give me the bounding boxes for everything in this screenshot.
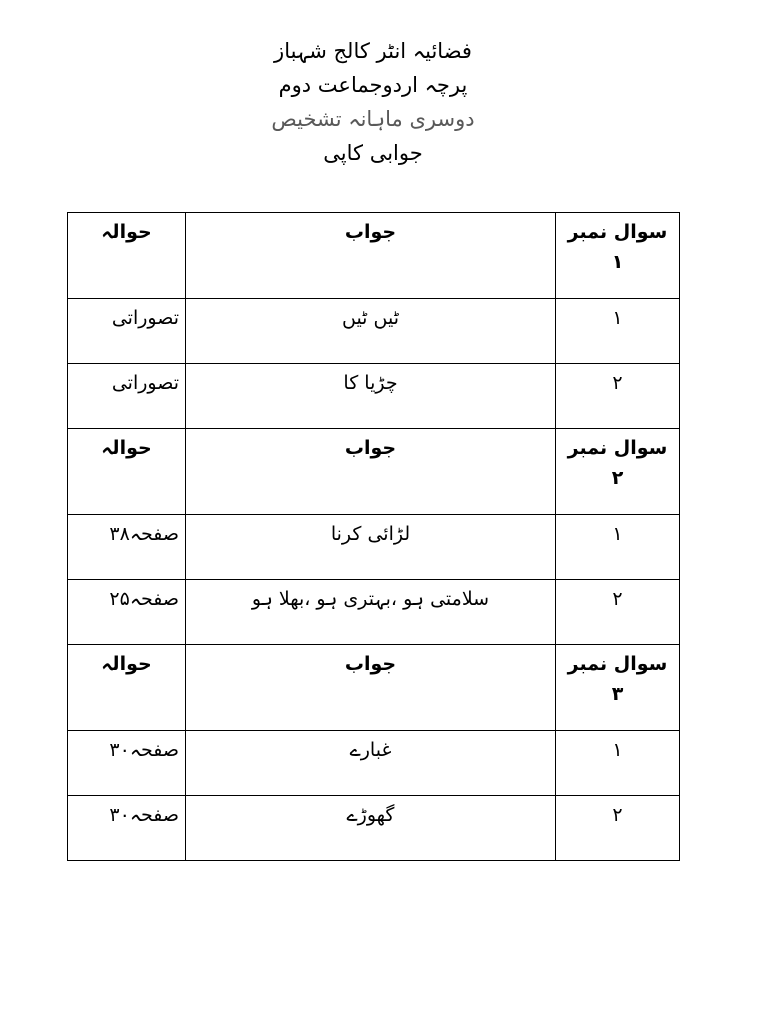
reference-cell: صفحہ۳۸ <box>68 515 186 580</box>
row-number: ۱ <box>556 731 680 796</box>
answer-copy-title: جوابی کاپی <box>323 141 423 165</box>
paper-subject: پرچہ اردوجماعت دوم <box>278 73 468 97</box>
answer-cell: ٹیں ٹیں <box>186 299 556 364</box>
row-number: ۱ <box>556 515 680 580</box>
reference-cell: صفحہ۳۰ <box>68 731 186 796</box>
reference-header: حوالہ <box>68 645 186 731</box>
answer-header: جواب <box>186 429 556 515</box>
reference-cell: صفحہ۲۵ <box>68 580 186 645</box>
section-header-row <box>68 645 680 731</box>
reference-header: حوالہ <box>68 213 186 299</box>
reference-cell: صفحہ۳۰ <box>68 796 186 861</box>
row-number: ۲ <box>556 364 680 429</box>
answer-cell: غبارے <box>186 731 556 796</box>
table-row <box>68 796 680 861</box>
answer-table <box>67 212 680 861</box>
section-header-row <box>68 213 680 299</box>
answer-cell: سلامتی ہو ،بہتری ہو ،بھلا ہو <box>186 580 556 645</box>
row-number: ۲ <box>556 580 680 645</box>
assessment-title: دوسری ماہانہ تشخیص <box>271 107 475 131</box>
table-row <box>68 580 680 645</box>
answer-cell: گھوڑے <box>186 796 556 861</box>
row-number: ۱ <box>556 299 680 364</box>
college-name: فضائیہ انٹر کالج شہباز <box>274 39 472 63</box>
question-label: سوال نمبر ۲ <box>556 429 680 515</box>
question-label: سوال نمبر ۱ <box>556 213 680 299</box>
answer-header: جواب <box>186 645 556 731</box>
table-row <box>68 731 680 796</box>
answer-cell: چڑیا کا <box>186 364 556 429</box>
row-number: ۲ <box>556 796 680 861</box>
table-row <box>68 364 680 429</box>
reference-header: حوالہ <box>68 429 186 515</box>
answer-header: جواب <box>186 213 556 299</box>
section-header-row <box>68 429 680 515</box>
reference-cell: تصوراتی <box>68 299 186 364</box>
table-row <box>68 515 680 580</box>
table-row <box>68 299 680 364</box>
answer-cell: لڑائی کرنا <box>186 515 556 580</box>
reference-cell: تصوراتی <box>68 364 186 429</box>
document-header <box>0 34 746 170</box>
question-label: سوال نمبر ۳ <box>556 645 680 731</box>
